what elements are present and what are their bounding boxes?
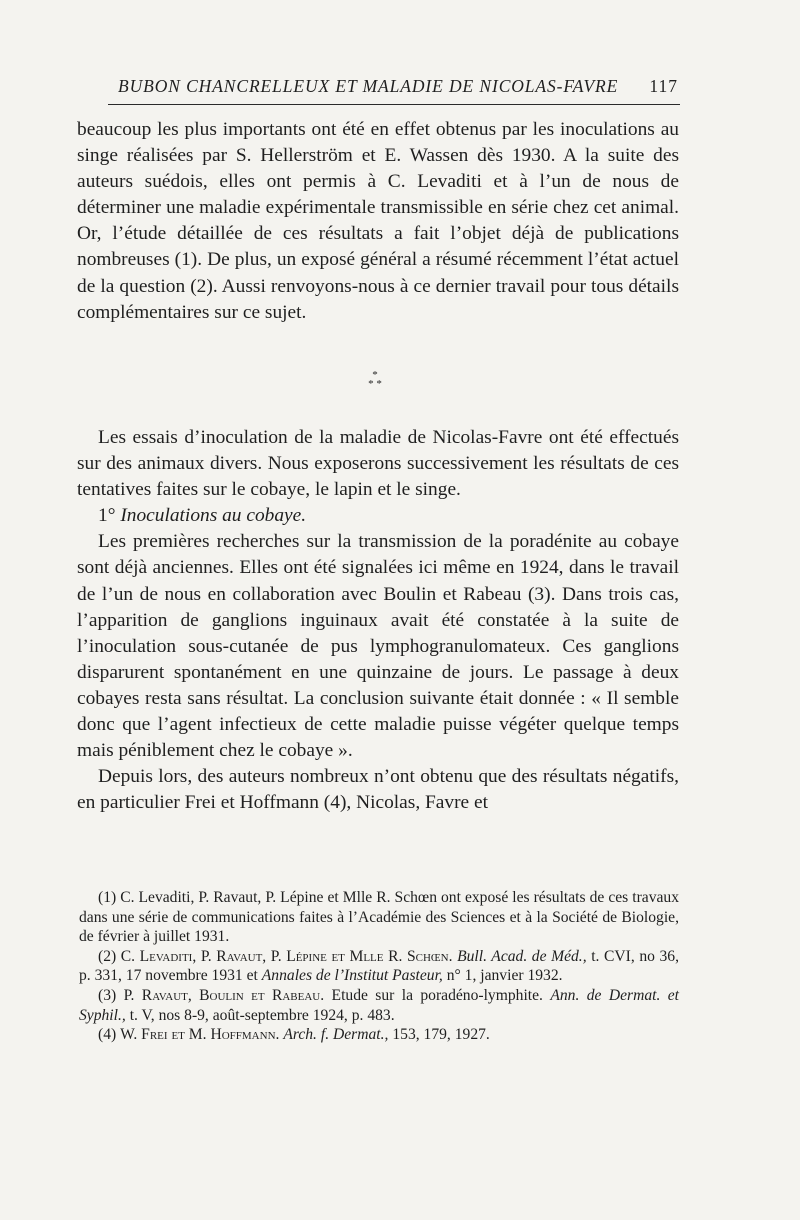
footnote-journal: Annales de l’Institut Pasteur, — [261, 967, 443, 985]
footnote-authors: C. Levaditi, P. Ravaut, P. Lépine et Mlle R. Schœn. — [120, 947, 453, 965]
asterism-top: * — [372, 369, 378, 381]
page-header — [118, 76, 678, 102]
page-number: 117 — [649, 76, 678, 96]
footnote-journal: Bull. Acad. de Méd., — [457, 947, 587, 965]
footnote-journal: Ann. de Dermat. et Syphil., — [79, 986, 680, 1024]
footnotes — [79, 888, 679, 1045]
footnote-authors: P. Ravaut, Boulin et Rabeau. — [123, 986, 325, 1004]
paragraph: Les premières recherches sur la transmission de la poradénite au cobaye sont déjà anciennes. Elles ont été signalées ici même en 1924, dans le travail de l’un de nous en collaboration avec Boulin et Rabeau (3). Dans trois cas, l’apparition de ganglions inguinaux avait été constatée à la suite de l’inoculation sous-cutanée de pus lymphogranulomateux. Ces ganglions disparurent spontanément en une quinzaine de jours. Le passage à deux cobayes resta sans résultat. La conclusion suivante était donnée : « Il semble donc que l’agent infectieux de cette maladie puisse végéter quelque temps mais péniblement chez le cobaye ». — [77, 531, 679, 762]
section-heading — [77, 503, 679, 529]
paragraph: Les essais d’inoculation de la maladie de Nicolas-Favre ont été effectués sur des animaux divers. Nous exposerons successivement les résultats de ces tentatives faites sur le cobaye, le lapin et le singe. — [77, 427, 679, 501]
asterism — [360, 370, 390, 396]
running-title: BUBON CHANCRELLEUX ET MALADIE DE NICOLAS-FAVRE — [118, 76, 619, 96]
footnote-3: (3) P. Ravaut, Boulin et Rabeau. Etude sur la poradéno-lymphite. Ann. de Dermat. et Syphil., t. V, nos 8-9, août-septembre 1924, p. 483. — [79, 986, 680, 1024]
asterism-bottom: * * — [368, 378, 382, 390]
body-text-main — [77, 425, 679, 816]
footnote-4: (4) W. Frei et M. Hoffmann. Arch. f. Dermat., 153, 179, 1927. — [98, 1026, 490, 1044]
footnote-2: (2) C. Levaditi, P. Ravaut, P. Lépine et Mlle R. Schœn. Bull. Acad. de Méd., t. CVI, no 36, p. 331, 17 novembre 1931 et Annales de l’Institut Pasteur, n° 1, janvier 1932. — [79, 947, 679, 985]
body-text-top — [77, 117, 679, 326]
footnote-authors: W. Frei et M. Hoffmann. — [120, 1026, 280, 1044]
paragraph: Depuis lors, des auteurs nombreux n’ont obtenu que des résultats négatifs, en particulier Frei et Hoffmann (4), Nicolas, Favre et — [77, 766, 679, 814]
header-rule — [108, 104, 680, 105]
footnote-1: (1) C. Levaditi, P. Ravaut, P. Lépine et Mlle R. Schœn ont exposé les résultats de ces travaux dans une série de communications faites à l’Académie des Sciences et à la Société de Biologie, de février à juillet 1931. — [79, 889, 679, 946]
section-number: 1° — [98, 505, 116, 527]
footnote-journal: Arch. f. Dermat., — [283, 1026, 389, 1044]
section-title: Inoculations au cobaye. — [120, 505, 307, 527]
paragraph: beaucoup les plus importants ont été en effet obtenus par les inoculations au singe réalisées par S. Hellerström et E. Wassen dès 1930. A la suite des auteurs suédois, elles ont permis à C. Levaditi et à l’un de nous de déterminer une maladie expérimentale transmissible en série chez cet animal. Or, l’étude détaillée de ces résultats a fait l’objet déjà de publications nombreuses (1). De plus, un exposé général a résumé récemment l’état actuel de la question (2). Aussi renvoyons-nous à ce dernier travail pour tous détails complémentaires sur ce sujet. — [77, 119, 679, 323]
